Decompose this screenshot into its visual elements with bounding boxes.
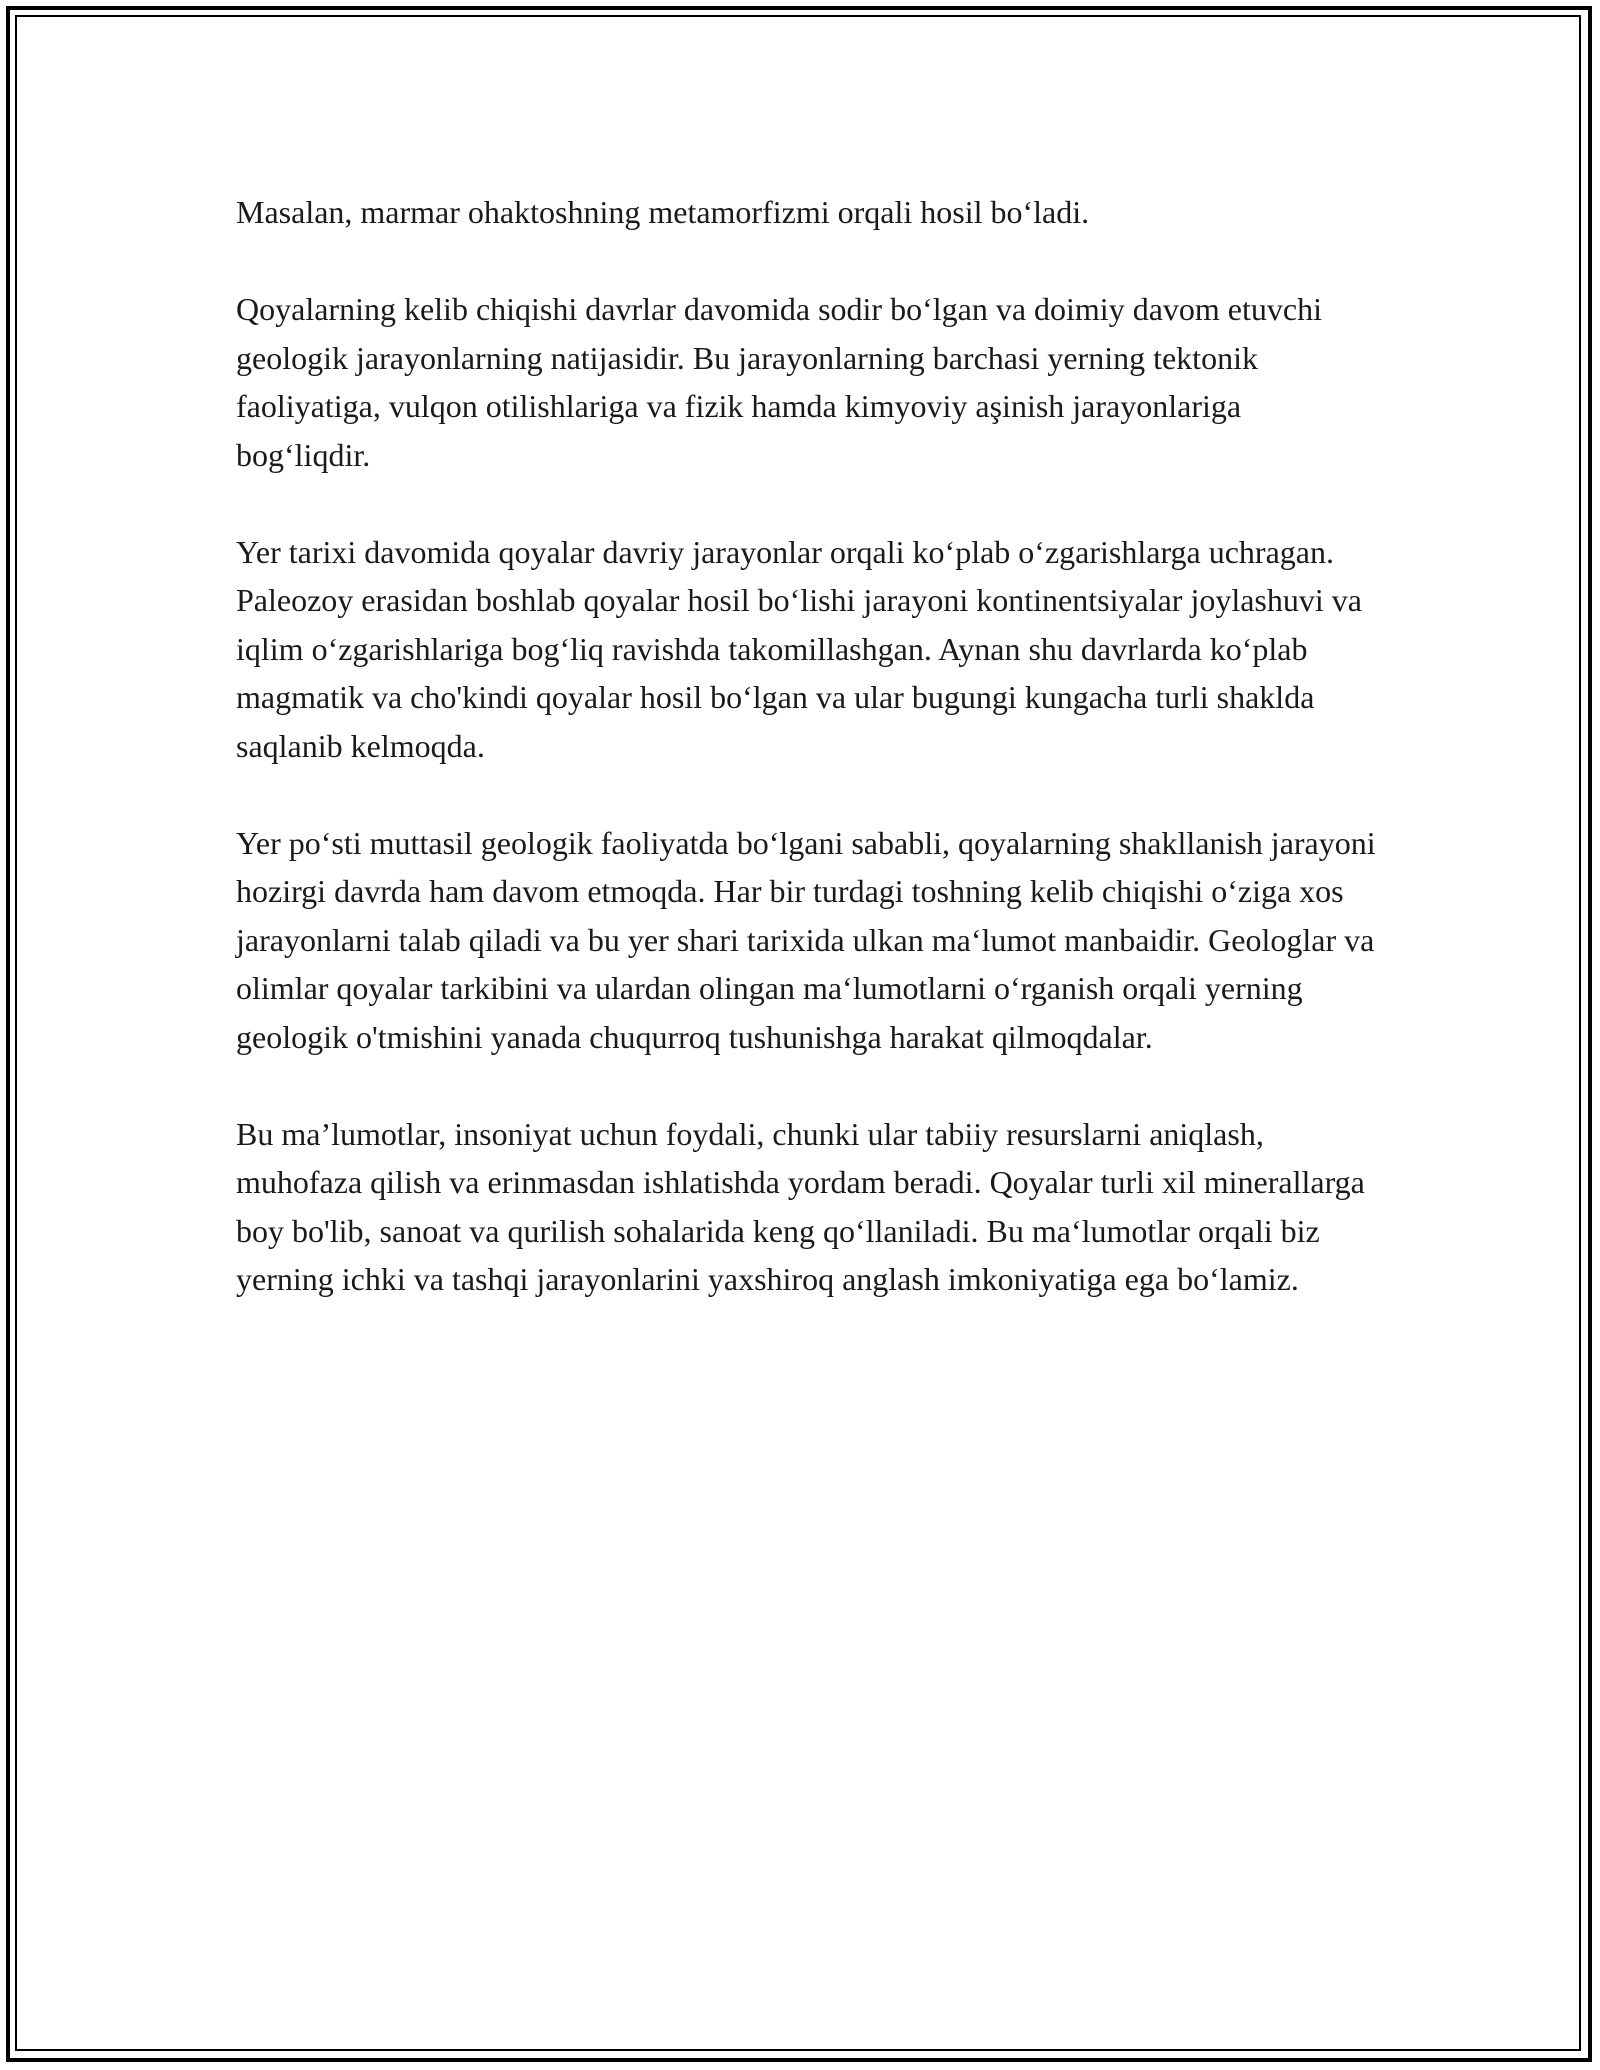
paragraph-resources: Bu ma’lumotlar, insoniyat uchun foydali, chunki ular tabiiy resurslarni aniqlash, muhofaza qilish va erinmasdan ishlatishda yordam beradi. Qoyalar turli xil minerallarga boy bo'lib, sanoat va qurilish sohalarida keng qo‘llaniladi. Bu ma‘lumotlar orqali biz yerning ichki va tashqi jarayonlarini yaxshiroq anglash imkoniyatiga ega bo‘lamiz.: [236, 1115, 1365, 1297]
paragraph-ongoing-formation: Yer po‘sti muttasil geologik faoliyatda bo‘lgani sababli, qoyalarning shakllanish jarayoni hozirgi davrda ham davom etmoqda. Har bir turdagi toshning kelib chiqishi o‘ziga xos jarayonlarni talab qiladi va bu yer shari tarixida ulkan ma‘lumot manbaidir. Geologlar va olimlar qoyalar tarkibini va ulardan olingan ma‘lumotlarni o‘rganish orqali yerning geologik o'tmishini yanada chuqurroq tushunishga harakat qilmoqdalar.: [236, 824, 1376, 1055]
paragraph-origin: Qoyalarning kelib chiqishi davrlar davomida sodir bo‘lgan va doimiy davom etuvchi geologik jarayonlarning natijasidir. Bu jarayonlarning barchasi yerning tektonik faoliyatiga, vulqon otilishlariga va fizik hamda kimyoviy aşinish jarayonlariga bog‘liqdir.: [236, 291, 1322, 473]
paragraph-intro: Masalan, marmar ohaktoshning metamorfizmi orqali hosil bo‘ladi.: [236, 194, 1090, 230]
paragraph-history: Yer tarixi davomida qoyalar davriy jarayonlar orqali ko‘plab o‘zgarishlarga uchragan. Paleozoy erasidan boshlab qoyalar hosil bo‘lishi jarayoni kontinentsiyalar joylashuvi va iqlim o‘zgarishlariga bog‘liq ravishda takomillashgan. Aynan shu davrlarda ko‘plab magmatik va cho'kindi qoyalar hosil bo‘lgan va ular bugungi kungacha turli shaklda saqlanib kelmoqda.: [236, 533, 1362, 764]
document-body: [236, 188, 1376, 1352]
